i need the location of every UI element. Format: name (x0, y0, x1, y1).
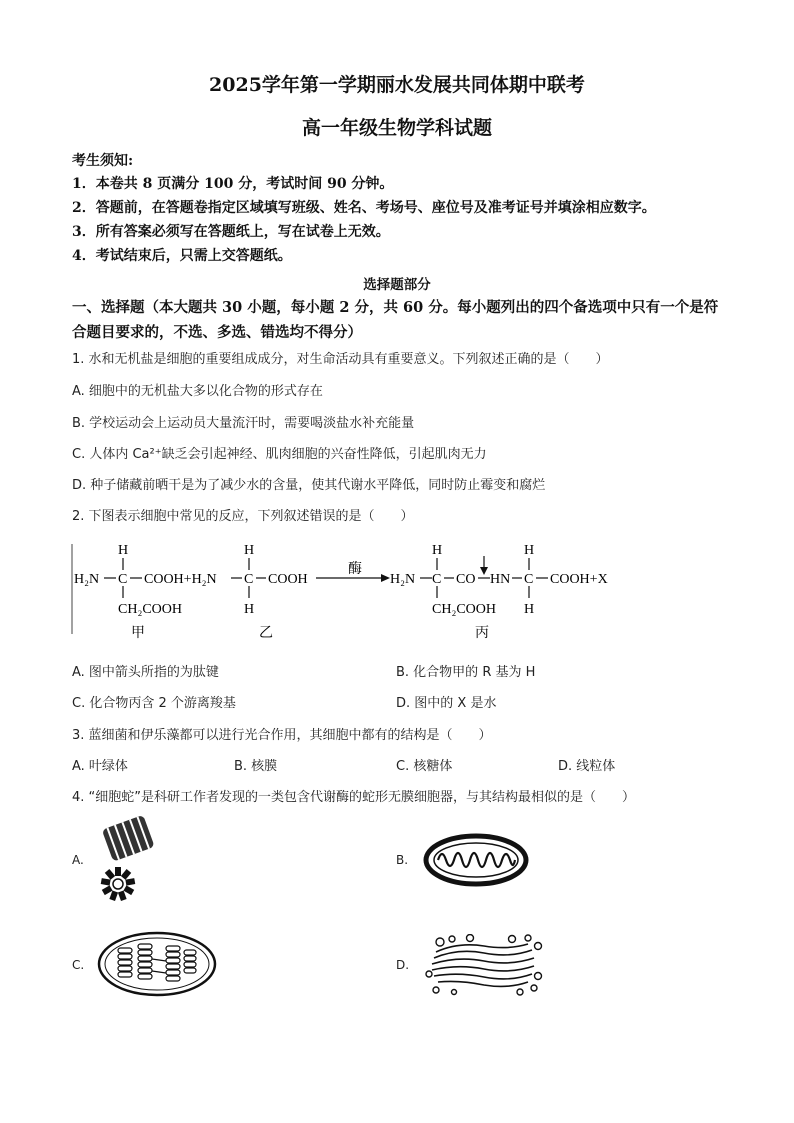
carboxyl-group: COOH (268, 572, 308, 587)
atom-h: H (524, 602, 535, 617)
carbonyl-group: CO (456, 572, 476, 587)
atom-h: H (118, 543, 129, 558)
question-2-option-a: A. 图中箭头所指的为肽键 (72, 665, 219, 680)
notice-heading: 考生须知: (72, 153, 134, 169)
atom-h: H (524, 543, 535, 558)
question-4-option-b: B. (396, 853, 409, 867)
amino-group: H₂N (74, 572, 100, 587)
centriole-icon (96, 816, 168, 908)
question-4-option-d: D. (396, 958, 410, 972)
carboxyl-plus-x: COOH+X (550, 572, 608, 587)
question-3-stem: 3. 蓝细菌和伊乐藻都可以进行光合作用，其细胞中都有的结构是（ ） (72, 728, 492, 743)
question-3-option-d: D. 线粒体 (558, 759, 616, 774)
chloroplast-icon (96, 930, 218, 998)
question-3-option-b: B. 核膜 (234, 759, 278, 774)
atom-h: H (244, 602, 255, 617)
compound-label-jia: 甲 (131, 626, 145, 641)
question-2-option-d: D. 图中的 X 是水 (396, 696, 497, 711)
mitochondrion-icon (422, 832, 530, 888)
question-3-option-a: A. 叶绿体 (72, 759, 128, 774)
question-2-option-b: B. 化合物甲的 R 基为 H (396, 665, 536, 680)
carboxyl-plus-amino: COOH+H₂N (144, 572, 217, 587)
question-1-option-c: C. 人体内 Ca²⁺缺乏会引起神经、肌肉细胞的兴奋性降低，引起肌肉无力 (72, 447, 487, 462)
question-2-option-c: C. 化合物丙含 2 个游离羧基 (72, 696, 236, 711)
notice-item-4: 4．考试结束后，只需上交答题纸。 (72, 248, 292, 264)
notice-item-3: 3．所有答案必须写在答题纸上，写在试卷上无效。 (72, 224, 390, 240)
alpha-carbon: C (432, 572, 442, 587)
alpha-carbon: C (118, 572, 128, 587)
question-4-option-c: C. (72, 958, 85, 972)
question-2-stem: 2. 下图表示细胞中常见的反应，下列叙述错误的是（ ） (72, 509, 414, 524)
r-group: CH₂COOH (118, 602, 182, 617)
imino-group: HN (490, 572, 511, 587)
question-1-stem: 1. 水和无机盐是细胞的重要组成成分，对生命活动具有重要意义。下列叙述正确的是（ ） (72, 352, 609, 367)
question-4-option-a: A. (72, 853, 84, 867)
atom-h: H (244, 543, 255, 558)
alpha-carbon: C (244, 572, 254, 587)
enzyme-label: 酶 (348, 562, 362, 577)
notice-item-2: 2．答题前，在答题卷指定区域填写班级、姓名、考场号、座位号及准考证号并填涂相应数字。 (72, 200, 656, 216)
question-1-option-d: D. 种子储藏前晒干是为了减少水的含量，使其代谢水平降低，同时防止霉变和腐烂 (72, 478, 546, 493)
compound-label-bing: 丙 (475, 626, 489, 641)
r-group: CH₂COOH (432, 602, 496, 617)
amino-group: H₂N (390, 572, 416, 587)
question-4-stem: 4. “细胞蛇”是科研工作者发现的一类包含代谢酶的蛇形无膜细胞器，与其结构最相似的是（ ） (72, 790, 636, 805)
part-heading: 一、选择题（本大题共 30 小题，每小题 2 分，共 60 分。每小题列出的四个备选项中只有一个是符合题目要求的，不选、多选、错选均不得分） (72, 299, 719, 341)
arrow-head-icon (381, 574, 390, 582)
exam-subtitle: 高一年级生物学科试题 (301, 117, 492, 139)
compound-label-yi: 乙 (259, 626, 273, 641)
down-arrow-icon (480, 567, 488, 575)
alpha-carbon: C (524, 572, 534, 587)
golgi-apparatus-icon (424, 934, 544, 996)
atom-h: H (432, 543, 443, 558)
question-3-option-c: C. 核糖体 (396, 759, 453, 774)
notice-item-1: 1．本卷共 8 页满分 100 分，考试时间 90 分钟。 (72, 176, 394, 192)
section-title: 选择题部分 (363, 277, 431, 293)
exam-title: 2025学年第一学期丽水发展共同体期中联考 (209, 74, 585, 96)
question-1-option-b: B. 学校运动会上运动员大量流汗时，需要喝淡盐水补充能量 (72, 416, 415, 431)
peptide-reaction-diagram (0, 536, 794, 648)
question-1-option-a: A. 细胞中的无机盐大多以化合物的形式存在 (72, 384, 323, 399)
